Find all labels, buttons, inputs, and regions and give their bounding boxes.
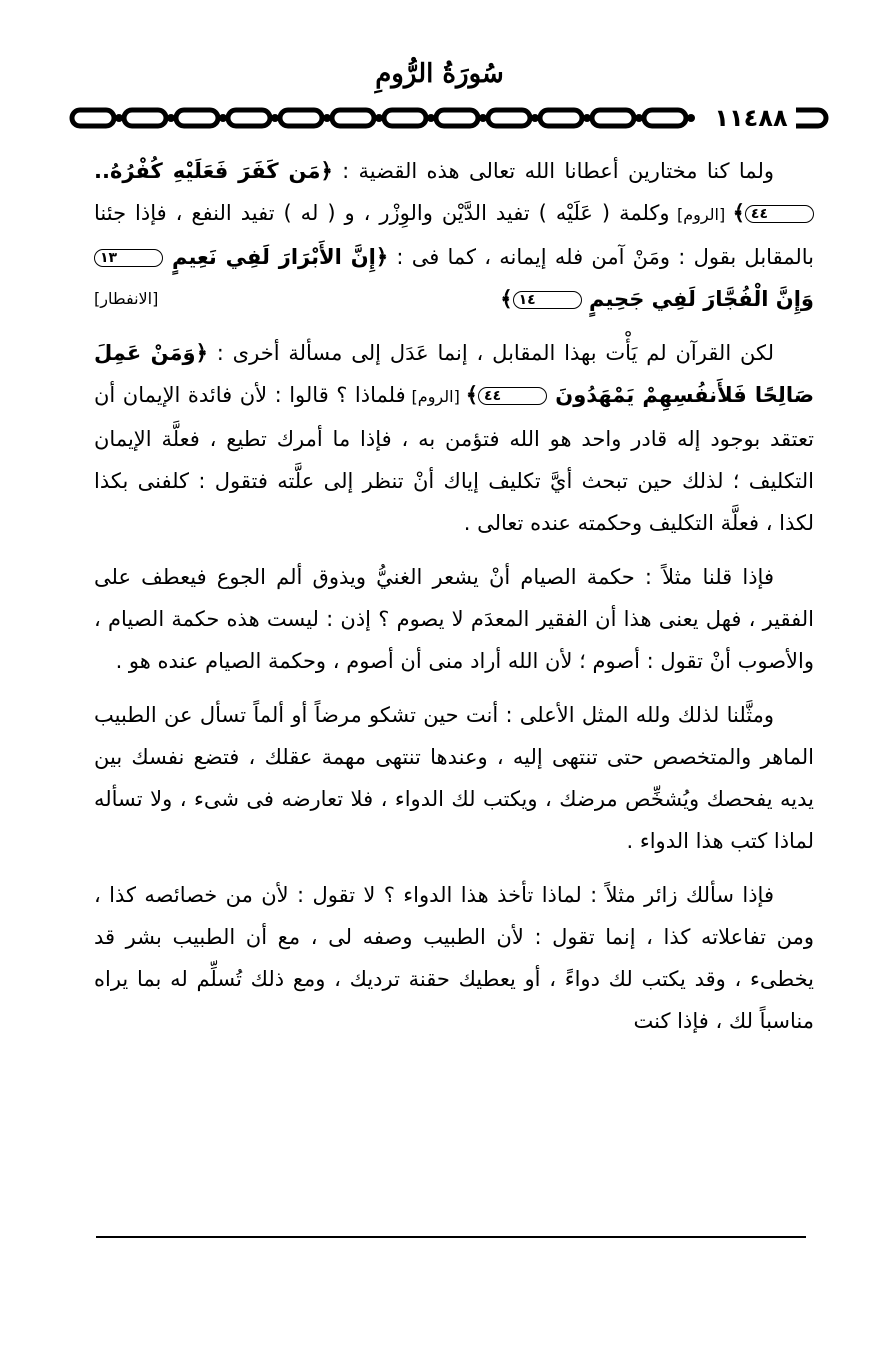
verse-number-4: ٤٤ [478,387,547,405]
surah-ref-1: [الروم] [669,205,733,224]
surah-title: سُورَةُ الرُّومِ [375,59,504,89]
quran-verse-1: ﴿مَن كَفَرَ فَعَلَيْهِ كُفْرُهُ.. [94,159,333,183]
verse-number-2: ١٣ [94,249,163,267]
p2-text-2: فلماذا ؟ قالوا : لأن فائدة الإيمان أن تعتقد بوجود إله قادر واحد هو الله فتؤمن به ، فإذا ما أمرك تطيع ، فعلَّة الإيمان التكليف ؛ لذلك حين تبحث أيَّ تكليف إياك أنْ تنظر إلى علَّته فتقول : كلفنى بكذا لكذا ، فعلَّة التكليف وحكمته عنده تعالى . [94,383,814,535]
p2-text-1: لكن القرآن لم يَأْت بهذا المقابل ، إنما عَدَل إلى مسألة أخرى : [207,341,774,365]
paragraph-1 [94,150,814,320]
page-number: ١١٤٨٨ [706,100,796,136]
quran-verse-3-end: ﴾ [500,287,513,311]
quran-verse-1-end: ﴾ [732,201,745,225]
surah-ref-2: [الانفطار] [94,289,159,308]
surah-ref-3: [الروم] [405,387,466,406]
footer-rule [96,1236,806,1238]
quran-verse-3: وَإِنَّ الْفُجَّارَ لَفِي جَحِيمٍ [581,287,814,311]
paragraph-3: فإذا قلنا مثلاً : حكمة الصيام أنْ يشعر الغنيُّ ويذوق ألم الجوع فيعطف على الفقير ، فهل يعنى هذا أن الفقير المعدَم لا يصوم ؟ إذن : ليست هذه حكمة الصيام ، والأصوب أنْ تقول : أصوم ؛ لأن الله أراد منى أن أصوم ، وحكمة الصيام عنده هو . [94,565,814,673]
quran-verse-2: ﴿إِنَّ الأَبْرَارَ لَفِي نَعِيمٍ [163,245,389,269]
body-text [94,150,814,1054]
paragraph-4: ومثَّلنا لذلك ولله المثل الأعلى : أنت حين تشكو مرضاً أو ألماً تسأل عن الطبيب الماهر والمتخصص حتى تنتهى إليه ، وعندها تنتهى مهمة عقلك ، فتضع نفسك بين يديه يفحصك ويُشخِّص مرضك ، ويكتب لك الدواء ، فلا تعارضه فى شىء ، ولا تسأله لماذا كتب هذا الدواء . [94,703,814,853]
quran-verse-4-end: ﴾ [465,383,479,407]
paragraph-2 [94,332,814,544]
p1-text-1: ولما كنا مختارين أعطانا الله تعالى هذه القضية : [332,159,774,183]
quran-verse-4: ﴿وَمَنْ عَمِلَ صَالِحًا فَلأَنفُسِهِمْ يَمْهَدُونَ [94,341,814,407]
verse-number-3: ١٤ [513,291,582,309]
p1-text-2: وكلمة ( عَلَيْه ) تفيد الدَّيْن والوِزْر ، و ( له ) تفيد النفع ، فإذا جئنا بالمقابل بقول : ومَنْ آمن فله إيمانه ، كما فى : [94,201,814,269]
paragraph-5: فإذا سألك زائر مثلاً : لماذا تأخذ هذا الدواء ؟ لا تقول : لأن من خصائصه كذا ، ومن تفاعلاته كذا ، إنما تقول : لأن الطبيب وصفه لى ، مع أن الطبيب بشر قد يخطىء ، وقد يكتب لك دواءً ، أو يعطيك حقنة ترديك ، ومع ذلك تُسلِّم له بما يراه مناسباً لك ، فإذا كنت [94,883,814,1033]
verse-number-1: ٤٤ [745,205,814,223]
